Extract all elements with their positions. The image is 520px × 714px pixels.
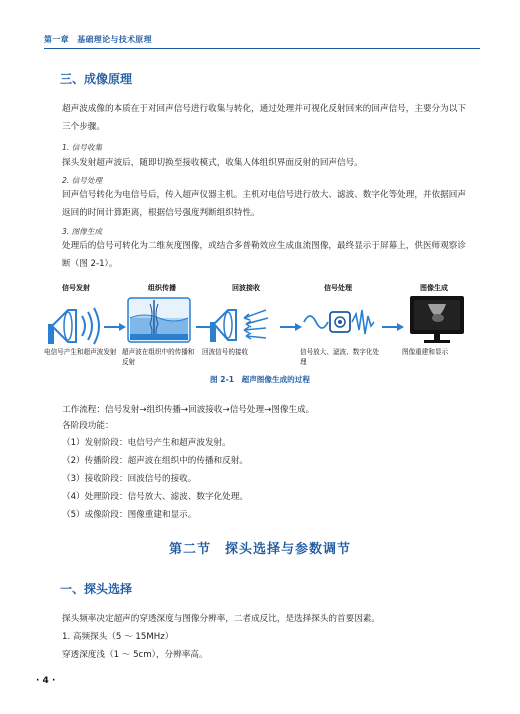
phase-item: （3）接收阶段：回波信号的接收。 <box>62 474 197 484</box>
stage-caption: 信号放大、滤波、数字化处理 <box>300 348 380 366</box>
figure-caption: 图 2-1 超声图像生成的过程 <box>210 375 310 384</box>
phases-title: 各阶段功能： <box>62 421 114 431</box>
running-head: 第一章 基础理论与技术原理 <box>44 35 152 44</box>
stage-caption: 电信号产生和超声波发射 <box>44 348 117 356</box>
header-rule <box>44 48 480 49</box>
step-text: 处理后的信号可转化为二维灰度图像，或结合多普勒效应生成血流图像，最终显示于屏幕上，供医师观察诊断（图 2-1）。 <box>62 241 466 269</box>
phase-item: （1）发射阶段：电信号产生和超声波发射。 <box>62 438 231 448</box>
stage-label: 回波接收 <box>232 284 260 292</box>
workflow-line: 工作流程：信号发射→组织传播→回波接收→信号处理→图像生成。 <box>62 405 315 415</box>
stage-caption: 超声波在组织中的传播和反射 <box>122 348 195 366</box>
phase-item: （2）传播阶段：超声波在组织中的传播和反射。 <box>62 456 248 466</box>
phase-item: （4）处理阶段：信号放大、滤波、数字化处理。 <box>62 492 248 502</box>
transducer-emitting-icon <box>46 296 106 346</box>
stage-label: 图像生成 <box>420 284 448 292</box>
arrow-right-icon <box>280 323 302 331</box>
stage-label: 信号发射 <box>62 284 90 292</box>
monitor-display-icon <box>406 294 468 346</box>
stage-caption: 回波信号的接收 <box>202 348 249 356</box>
phase-item: （5）成像阶段：图像重建和显示。 <box>62 510 197 520</box>
signal-processing-icon <box>302 296 378 346</box>
step-text: 回声信号转化为电信号后，传入超声仪器主机。主机对电信号进行放大、滤波、数字化等处理，并依据回声返回的时间计算距离，根据信号强度判断组织特性。 <box>62 190 466 218</box>
stage-label: 组织传播 <box>148 284 176 292</box>
section-heading: 三、成像原理 <box>60 72 133 86</box>
subsection-heading: 一、探头选择 <box>60 582 133 596</box>
arrow-right-icon <box>104 323 126 331</box>
intro-paragraph: 超声波成像的本质在于对回声信号进行收集与转化，通过处理并可视化反射回来的回声信号，主要分为以下三个步骤。 <box>62 104 466 132</box>
stage-label: 信号处理 <box>324 284 352 292</box>
step-label: 3. 图像生成 <box>62 227 103 236</box>
probe-item-label: 1. 高频探头（5 ～ 15MHz） <box>62 632 174 642</box>
step-text: 探头发射超声波后，随即切换至接收模式，收集人体组织界面反射的回声信号。 <box>62 158 363 168</box>
probe-item-text: 穿透深度浅（1 ～ 5cm），分辨率高。 <box>62 650 208 660</box>
page-number: · 4 · <box>36 676 56 686</box>
section-title: 第二节 探头选择与参数调节 <box>168 542 351 557</box>
probe-intro: 探头频率决定超声的穿透深度与图像分辨率，二者成反比，是选择探头的首要因素。 <box>62 614 380 624</box>
stage-caption: 图像重建和显示 <box>402 348 449 356</box>
arrow-right-icon <box>196 323 218 331</box>
arrow-right-icon <box>382 323 404 331</box>
step-label: 2. 信号处理 <box>62 176 103 185</box>
tissue-propagation-icon <box>124 294 194 346</box>
transducer-receiving-icon <box>208 296 274 346</box>
step-label: 1. 信号收集 <box>62 143 103 152</box>
